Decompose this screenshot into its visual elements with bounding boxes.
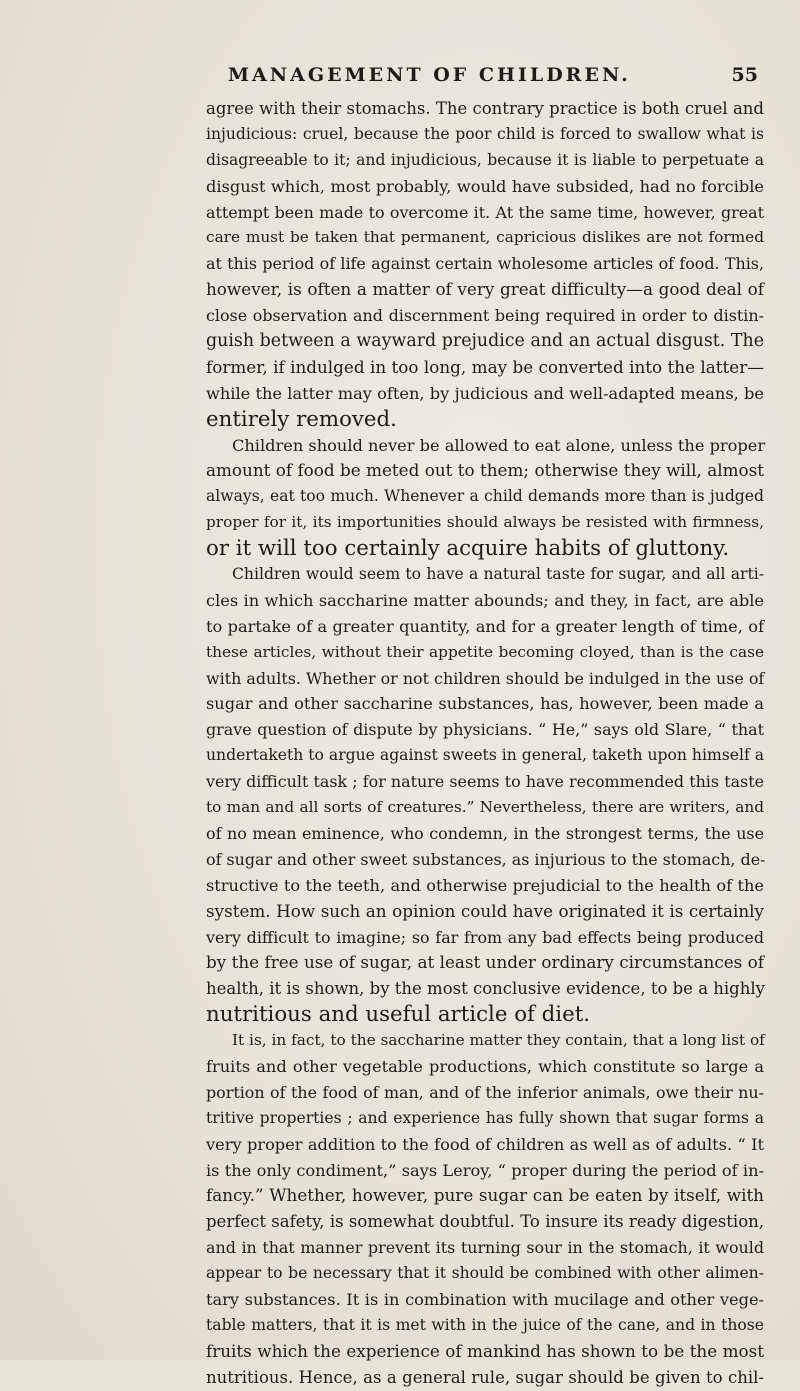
text-line: portion of the food of man, and of the inferior animals, owe their nu- (206, 1082, 764, 1102)
text-line: at this period of life against certain wholesome articles of food. This, (206, 254, 764, 274)
text-line: of sugar and other sweet substances, as injurious to the stomach, de- (206, 849, 766, 869)
text-line: It is, in fact, to the saccharine matter they contain, that a long list of (232, 1031, 765, 1050)
text-line: Children would seem to have a natural taste for sugar, and all arti- (232, 565, 764, 584)
text-line: is the only condiment,” says Leroy, “ proper during the period of in- (206, 1160, 764, 1180)
text-line: appear to be necessary that it should be combined with other alimen- (206, 1264, 764, 1283)
text-line: by the free use of sugar, at least under ordinary circumstances of (206, 952, 764, 973)
text-line: system. How such an opinion could have originated it is certainly (206, 900, 764, 921)
text-line: former, if indulged in too long, may be converted into the latter— (206, 356, 764, 377)
text-line: entirely removed. (206, 406, 397, 432)
text-line: to man and all sorts of creatures.” Nevertheless, there are writers, and (206, 798, 764, 817)
text-line: fruits and other vegetable productions, which constitute so large a (206, 1056, 764, 1076)
text-line: perfect safety, is somewhat doubtful. To insure its ready digestion, (206, 1212, 764, 1232)
text-line: disagreeable to it; and injudicious, because it is liable to perpetuate a (206, 150, 764, 169)
text-line: Children should never be allowed to eat alone, unless the proper (232, 435, 766, 455)
text-line: fruits which the experience of mankind has shown to be the most (206, 1340, 764, 1361)
text-line: and in that manner prevent its turning sour in the stomach, it would (206, 1238, 764, 1258)
text-line: grave question of dispute by physicians. “ He,” says old Slare, “ that (206, 720, 764, 740)
text-line: injudicious: cruel, because the poor child is forced to swallow what is (206, 124, 764, 143)
text-line: table matters, that it is met with in the juice of the cane, and in those (206, 1315, 764, 1334)
text-line: however, is often a matter of very great difficulty—a good deal of (206, 279, 764, 300)
text-line: proper for it, its importunities should always be resisted with firmness, (206, 513, 764, 532)
text-line: very proper addition to the food of children as well as of adults. “ It (206, 1134, 764, 1154)
text-line: guish between a wayward prejudice and an actual disgust. The (206, 331, 764, 352)
text-line: nutritious and useful article of diet. (206, 1002, 591, 1028)
text-line: disgust which, most probably, would have subsided, had no forcible (206, 176, 764, 196)
text-line: agree with their stomachs. The contrary practice is both cruel and (206, 99, 764, 118)
text-line: cles in which saccharine matter abounds; and they, in fact, are able (206, 590, 764, 610)
text-line: these articles, without their appetite becoming cloyed, than is the case (206, 642, 764, 661)
text-line: tritive properties ; and experience has fully shown that sugar forms a (206, 1108, 764, 1127)
text-line: tary substances. It is in combination with mucilage and other vege- (206, 1289, 764, 1309)
text-line: to partake of a greater quantity, and for a greater length of time, of (206, 616, 764, 636)
text-line: attempt been made to overcome it. At the same time, however, great (206, 202, 764, 222)
page-number: 55 (731, 64, 758, 86)
text-line: nutritious. Hence, as a general rule, sugar should be given to chil- (206, 1367, 764, 1387)
text-line: very difficult to imagine; so far from any bad effects being produced (206, 927, 764, 947)
text-line: sugar and other saccharine substances, has, however, been made a (206, 694, 764, 714)
text-line: structive to the teeth, and otherwise prejudicial to the health of the (206, 875, 764, 895)
text-line: health, it is shown, by the most conclusive evidence, to be a highly (206, 979, 765, 999)
text-line: or it will too certainly acquire habits of gluttony. (206, 536, 730, 562)
text-line: very difficult task ; for nature seems to have recommended this taste (206, 772, 764, 792)
running-head: MANAGEMENT OF CHILDREN. (228, 64, 631, 86)
text-line: care must be taken that permanent, capricious dislikes are not formed (206, 228, 764, 247)
text-line: close observation and discernment being required in order to distin- (206, 306, 764, 326)
text-line: amount of food be meted out to them; otherwise they will, almost (206, 460, 764, 481)
text-line: of no mean eminence, who condemn, in the strongest terms, the use (206, 823, 764, 843)
page-header (228, 64, 758, 88)
text-line: while the latter may often, by judicious and well-adapted means, be (206, 383, 764, 403)
text-line: always, eat too much. Whenever a child demands more than is judged (206, 487, 764, 506)
body-text (206, 96, 764, 1391)
text-line: fancy.” Whether, however, pure sugar can be eaten by itself, with (206, 1185, 764, 1206)
text-line: undertaketh to argue against sweets in general, taketh upon himself a (206, 746, 764, 765)
text-line: with adults. Whether or not children should be indulged in the use of (206, 668, 765, 688)
